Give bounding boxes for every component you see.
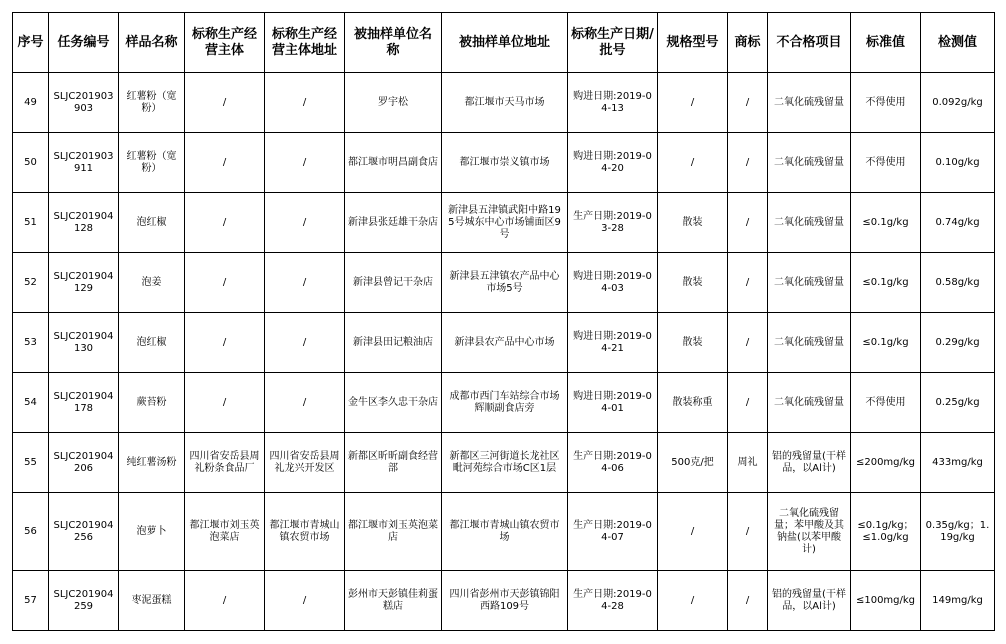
table-cell: 不得使用: [851, 373, 921, 433]
table-row: [13, 433, 995, 493]
table-row: [13, 493, 995, 571]
table-cell: 56: [13, 493, 49, 571]
table-cell: /: [185, 133, 265, 193]
table-cell: 金牛区李久忠干杂店: [345, 373, 442, 433]
table-cell: 433mg/kg: [921, 433, 995, 493]
header-cell: 序号: [13, 13, 49, 73]
header-row: [13, 13, 995, 73]
table-cell: 散装: [658, 313, 728, 373]
table-cell: SLJC201903911: [49, 133, 119, 193]
table-cell: /: [658, 133, 728, 193]
table-cell: 新津县五津镇农产品中心市场5号: [442, 253, 568, 313]
table-cell: ≤100mg/kg: [851, 571, 921, 631]
table-cell: 泡萝卜: [119, 493, 185, 571]
table-cell: 54: [13, 373, 49, 433]
table-row: [13, 193, 995, 253]
table-cell: 都江堰市刘玉英泡菜店: [185, 493, 265, 571]
header-cell: 标准值: [851, 13, 921, 73]
table-cell: 四川省彭州市天彭镇锦阳西路109号: [442, 571, 568, 631]
table-cell: /: [728, 373, 768, 433]
table-cell: 生产日期:2019-03-28: [568, 193, 658, 253]
inspection-table: [12, 12, 995, 631]
table-cell: /: [658, 73, 728, 133]
table-cell: 二氧化硫残留量: [768, 73, 851, 133]
table-cell: /: [265, 253, 345, 313]
table-cell: 新都区三河街道长龙社区毗河苑综合市场C区1层: [442, 433, 568, 493]
table-cell: 57: [13, 571, 49, 631]
table-cell: 新津县五津镇武阳中路195号城东中心市场铺面区9号: [442, 193, 568, 253]
table-cell: /: [185, 253, 265, 313]
table-cell: 新都区昕昕副食经营部: [345, 433, 442, 493]
header-cell: 被抽样单位名称: [345, 13, 442, 73]
table-cell: 铝的残留量(干样品，以Al计): [768, 433, 851, 493]
table-cell: 0.10g/kg: [921, 133, 995, 193]
table-cell: 都江堰市天马市场: [442, 73, 568, 133]
table-cell: 0.35g/kg；1.19g/kg: [921, 493, 995, 571]
table-cell: /: [728, 571, 768, 631]
table-cell: 红薯粉（宽粉）: [119, 133, 185, 193]
table-cell: 散装: [658, 193, 728, 253]
table-cell: 散装: [658, 253, 728, 313]
table-cell: 都江堰市明昌副食店: [345, 133, 442, 193]
table-cell: 149mg/kg: [921, 571, 995, 631]
table-cell: ≤200mg/kg: [851, 433, 921, 493]
table-cell: 二氧化硫残留量: [768, 193, 851, 253]
table-cell: 不得使用: [851, 73, 921, 133]
table-cell: 四川省安岳县周礼粉条食品厂: [185, 433, 265, 493]
table-cell: 新津县张廷雄干杂店: [345, 193, 442, 253]
table-cell: /: [728, 73, 768, 133]
table-cell: /: [265, 73, 345, 133]
table-cell: /: [265, 133, 345, 193]
table-cell: 周礼: [728, 433, 768, 493]
table-cell: SLJC201904256: [49, 493, 119, 571]
table-cell: ≤0.1g/kg: [851, 253, 921, 313]
header-cell: 检测值: [921, 13, 995, 73]
table-cell: 购进日期:2019-04-03: [568, 253, 658, 313]
table-cell: 0.74g/kg: [921, 193, 995, 253]
table-cell: 泡姜: [119, 253, 185, 313]
table-cell: 二氧化硫残留量: [768, 253, 851, 313]
header-cell: 标称生产日期/批号: [568, 13, 658, 73]
table-cell: 52: [13, 253, 49, 313]
table-cell: /: [185, 571, 265, 631]
table-cell: 购进日期:2019-04-20: [568, 133, 658, 193]
table-cell: 蕨苔粉: [119, 373, 185, 433]
table-cell: 枣泥蛋糕: [119, 571, 185, 631]
table-cell: 新津县曾记干杂店: [345, 253, 442, 313]
table-cell: /: [728, 133, 768, 193]
table-cell: /: [265, 571, 345, 631]
header-cell: 被抽样单位地址: [442, 13, 568, 73]
table-row: [13, 253, 995, 313]
table-cell: 罗宇松: [345, 73, 442, 133]
table-cell: 500克/把: [658, 433, 728, 493]
table-cell: 都江堰市刘玉英泡菜店: [345, 493, 442, 571]
table-cell: /: [265, 373, 345, 433]
table-cell: SLJC201904259: [49, 571, 119, 631]
table-cell: 0.092g/kg: [921, 73, 995, 133]
table-cell: 泡红椒: [119, 193, 185, 253]
header-cell: 任务编号: [49, 13, 119, 73]
table-cell: 红薯粉（宽粉）: [119, 73, 185, 133]
table-cell: ≤0.1g/kg；≤1.0g/kg: [851, 493, 921, 571]
table-cell: /: [185, 313, 265, 373]
header-cell: 标称生产经营主体: [185, 13, 265, 73]
table-cell: 二氧化硫残留量: [768, 373, 851, 433]
table-cell: /: [265, 193, 345, 253]
table-cell: SLJC201904128: [49, 193, 119, 253]
table-cell: 铝的残留量(干样品，以Al计): [768, 571, 851, 631]
table-cell: SLJC201903903: [49, 73, 119, 133]
table-cell: /: [265, 313, 345, 373]
table-cell: /: [185, 373, 265, 433]
table-cell: 泡红椒: [119, 313, 185, 373]
table-cell: /: [728, 253, 768, 313]
header-cell: 不合格项目: [768, 13, 851, 73]
table-row: [13, 571, 995, 631]
table-cell: 都江堰市崇义镇市场: [442, 133, 568, 193]
table-cell: /: [728, 493, 768, 571]
table-cell: /: [658, 493, 728, 571]
table-row: [13, 73, 995, 133]
table-cell: 购进日期:2019-04-13: [568, 73, 658, 133]
table-cell: 生产日期:2019-04-06: [568, 433, 658, 493]
table-cell: 成都市西门车站综合市场辉顺副食店旁: [442, 373, 568, 433]
table-cell: 四川省安岳县周礼龙兴开发区: [265, 433, 345, 493]
table-cell: 二氧化硫残留量；苯甲酸及其钠盐(以苯甲酸计): [768, 493, 851, 571]
table-row: [13, 133, 995, 193]
table-cell: 二氧化硫残留量: [768, 133, 851, 193]
table-cell: 都江堰市青城山镇农贸市场: [442, 493, 568, 571]
table-cell: 0.29g/kg: [921, 313, 995, 373]
table-cell: 购进日期:2019-04-21: [568, 313, 658, 373]
table-cell: 彭州市天彭镇佳莉蛋糕店: [345, 571, 442, 631]
table-cell: /: [728, 313, 768, 373]
table-cell: 购进日期:2019-04-01: [568, 373, 658, 433]
table-cell: 新津县农产品中心市场: [442, 313, 568, 373]
table-cell: 55: [13, 433, 49, 493]
table-cell: SLJC201904130: [49, 313, 119, 373]
table-cell: SLJC201904178: [49, 373, 119, 433]
table-cell: /: [185, 73, 265, 133]
table-cell: 新津县田记粮油店: [345, 313, 442, 373]
table-cell: /: [728, 193, 768, 253]
table-cell: 不得使用: [851, 133, 921, 193]
table-row: [13, 373, 995, 433]
table-cell: ≤0.1g/kg: [851, 313, 921, 373]
header-cell: 规格型号: [658, 13, 728, 73]
table-cell: 50: [13, 133, 49, 193]
header-cell: 样品名称: [119, 13, 185, 73]
header-cell: 标称生产经营主体地址: [265, 13, 345, 73]
table-cell: 生产日期:2019-04-07: [568, 493, 658, 571]
table-cell: 49: [13, 73, 49, 133]
table-cell: 都江堰市青城山镇农贸市场: [265, 493, 345, 571]
table-cell: 生产日期:2019-04-28: [568, 571, 658, 631]
table-body: [13, 73, 995, 631]
table-cell: 二氧化硫残留量: [768, 313, 851, 373]
table-row: [13, 313, 995, 373]
table-cell: SLJC201904206: [49, 433, 119, 493]
table-cell: 0.25g/kg: [921, 373, 995, 433]
table-cell: 51: [13, 193, 49, 253]
table-cell: SLJC201904129: [49, 253, 119, 313]
table-cell: ≤0.1g/kg: [851, 193, 921, 253]
table-cell: /: [658, 571, 728, 631]
table-cell: 53: [13, 313, 49, 373]
table-cell: 纯红薯汤粉: [119, 433, 185, 493]
table-cell: /: [185, 193, 265, 253]
header-cell: 商标: [728, 13, 768, 73]
table-cell: 散装称重: [658, 373, 728, 433]
table-cell: 0.58g/kg: [921, 253, 995, 313]
